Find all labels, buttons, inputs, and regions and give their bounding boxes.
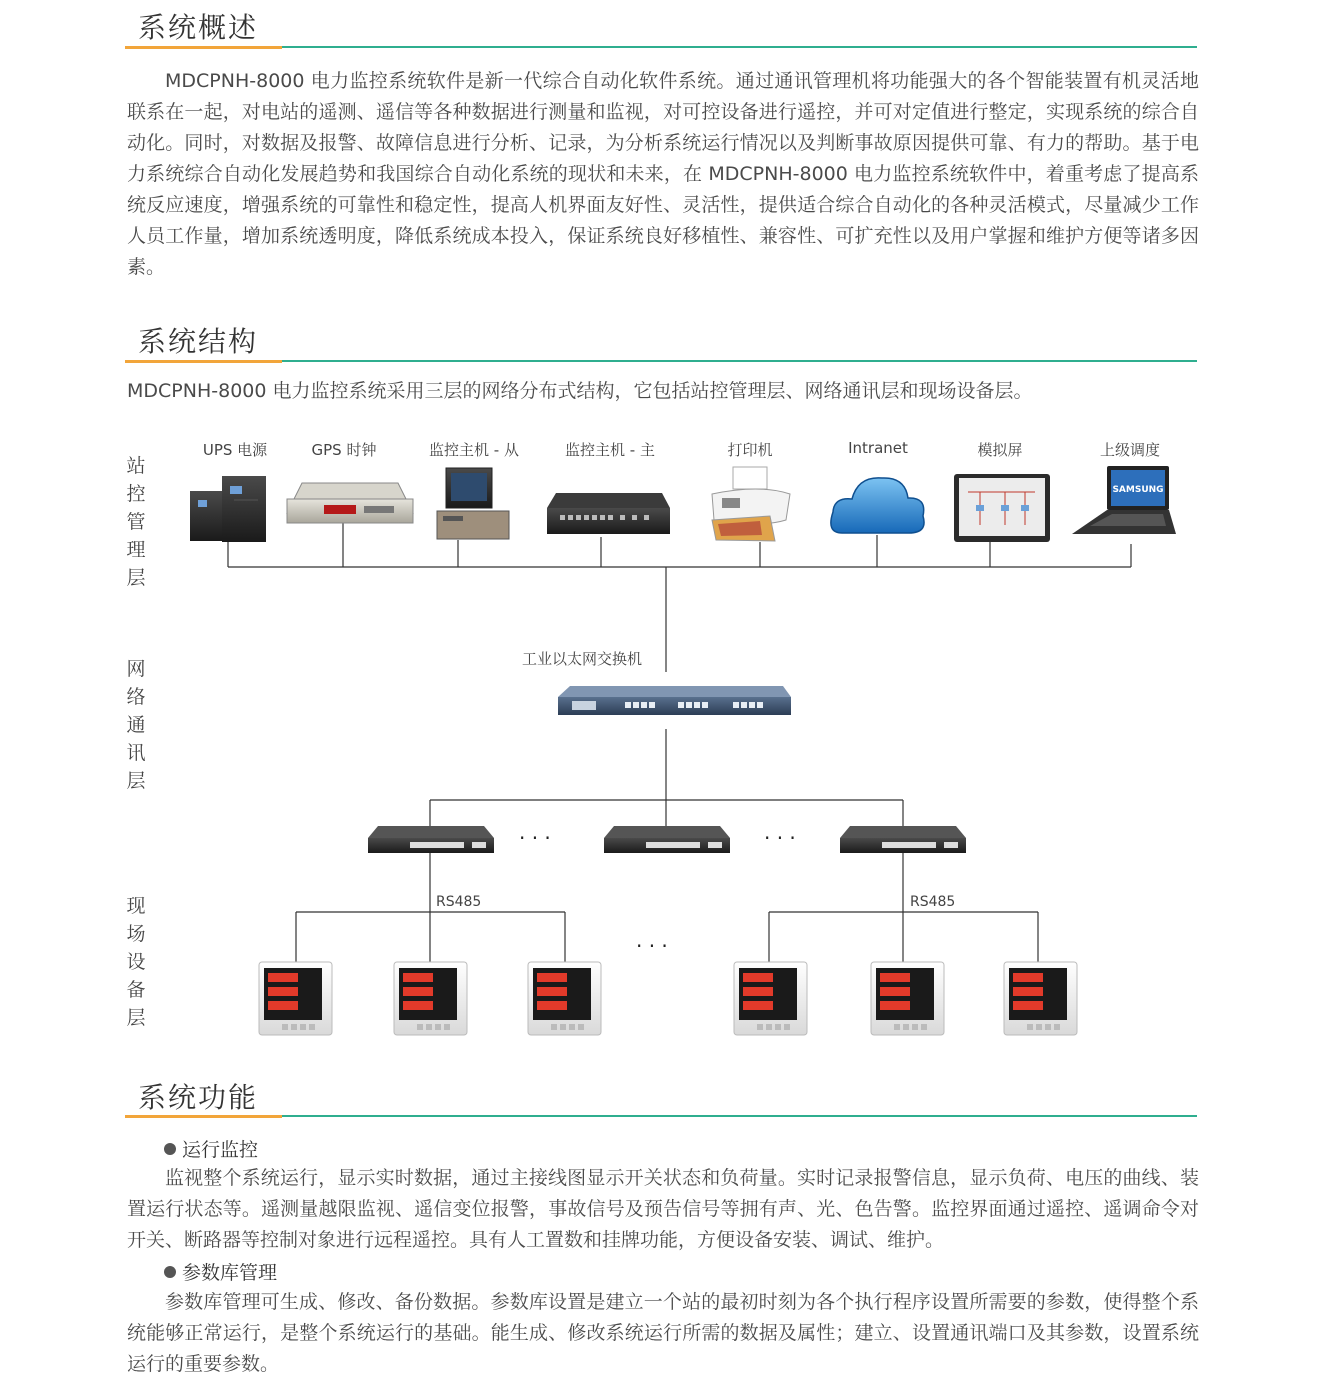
device-label-host-slave: 监控主机 - 从 [429,441,519,459]
structure-title: 系统结构 [138,325,259,358]
rs485-label-left: RS485 [436,894,482,910]
printer-icon [712,467,790,541]
ellipsis-3: · · · [636,934,668,958]
ellipsis-2: · · · [764,826,796,850]
device-label-host-master: 监控主机 - 主 [565,441,655,459]
host-master-icon [547,493,670,534]
switch-right-icon [840,826,966,853]
device-label-gps: GPS 时钟 [311,441,377,459]
functions-title-rule [125,1115,1197,1118]
device-label-intranet: Intranet [848,439,908,457]
bullet-dot-icon [164,1143,176,1155]
function-item-monitoring-heading: 运行监控 [164,1135,258,1162]
function-item-monitoring-text: 监视整个系统运行，显示实时数据，通过主接线图显示开关状态和负荷量。实时记录报警信息，显示负荷、电压的曲线、装置运行状态等。遥测量越限监视、遥信变位报警，事故信号及预告信号等拥有声、光、色告警。监控界面通过遥控、遥调命令对开关、断路器等控制对象进行远程遥控。具有人工置数和挂牌功能，方便设备安装、调试、维护。 [127,1167,1199,1251]
ups-icon [190,476,266,542]
layer-label-field: 现场设备层 [126,895,146,1029]
laptop-icon [1072,466,1176,534]
industrial-switch-icon [558,686,791,715]
device-label-dispatch: 上级调度 [1099,441,1161,459]
switch-left-icon [368,826,494,853]
function-item-params-heading: 参数库管理 [164,1258,277,1285]
meter-2-icon [394,962,467,1035]
overview-paragraph: MDCPNH-8000 电力监控系统软件是新一代综合自动化软件系统。通过通讯管理机将功能强大的各个智能装置有机灵活地联系在一起，对电站的遥测、遥信等各种数据进行测量和监视，对可控设备进行遥控，并可对定值进行整定，实现系统的综合自动化。同时，对数据及报警、故障信息进行分析、记录，为分析系统运行情况以及判断事故原因提供可靠、有力的帮助。基于电力系统综合自动化发展趋势和我国综合自动化系统的现状和未来，在 MDCPNH-8000 电力监控系统软件中，着重考虑了提高系统反应速度，增强系统的可靠性和稳定性，提高人机界面友好性、灵活性，提供适合综合自动化的各种灵活模式，尽量减少工作人员工作量，增加系统透明度，降低系统成本投入，保证系统良好移植性、兼容性、可扩充性以及用户掌握和维护方便等诸多因素。 [127,70,1199,278]
device-label-ups: UPS 电源 [202,441,268,459]
ellipsis-1: · · · [519,826,551,850]
switch-label: 工业以太网交换机 [521,650,643,668]
simulation-screen-icon [954,474,1050,542]
meter-1-icon [259,962,332,1035]
meter-5-icon [871,962,944,1035]
function-item-params-text: 参数库管理可生成、修改、备份数据。参数库设置是建立一个站的最初时刻为各个执行程序设置所需要的参数，使得整个系统能够正常运行，是整个系统运行的基础。能生成、修改系统运行所需的数据及属性；建立、设置通讯端口及其参数，设置系统运行的重要参数。 [127,1291,1199,1375]
overview-title: 系统概述 [138,11,259,44]
structure-paragraph: MDCPNH-8000 电力监控系统采用三层的网络分布式结构，它包括站控管理层、网络通讯层和现场设备层。 [127,380,1033,402]
gps-clock-icon [287,483,413,523]
functions-title: 系统功能 [138,1081,259,1114]
meter-3-icon [528,962,601,1035]
laptop-brand: SAMSUNG [1112,485,1164,495]
device-label-sim-screen: 模拟屏 [977,441,1023,459]
meter-6-icon [1004,962,1077,1035]
host-slave-icon [437,468,509,539]
layer-label-network: 网络通讯层 [126,658,146,792]
connection-lines [228,522,1131,962]
switch-middle-icon [604,826,730,853]
meter-4-icon [734,962,807,1035]
device-label-printer: 打印机 [727,441,773,459]
intranet-cloud-icon [831,478,924,533]
rs485-label-right: RS485 [910,894,956,910]
bullet-dot-icon [164,1266,176,1278]
layer-label-station: 站控管理层 [126,455,146,589]
